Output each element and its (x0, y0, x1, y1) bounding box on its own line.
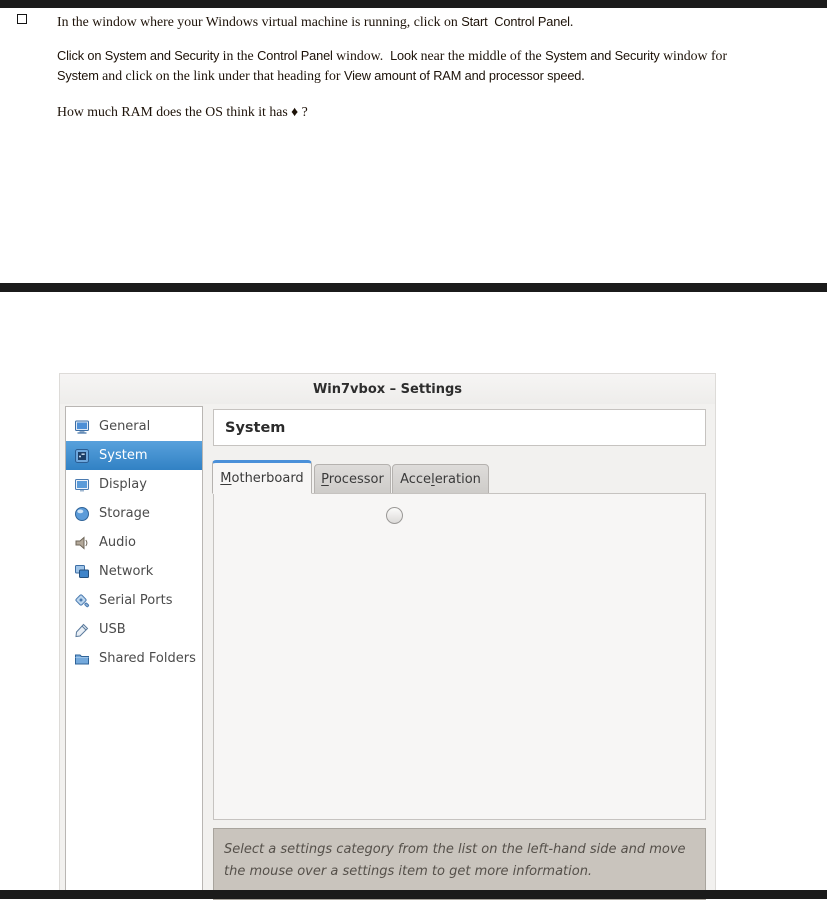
storage-icon (74, 506, 90, 522)
sidebar-item-label: Display (99, 477, 147, 492)
page-header (213, 409, 706, 446)
general-icon (74, 419, 90, 435)
doc-checkbox[interactable] (17, 14, 27, 24)
shared-folders-icon (74, 651, 90, 667)
settings-category-list (65, 406, 203, 899)
doc-text: window for (663, 48, 731, 63)
tab-label: Motherboard (220, 470, 304, 486)
doc-text-ui-name: System (57, 68, 103, 83)
tab-label: Acceleration (400, 471, 481, 487)
motherboard-tab-panel (213, 493, 706, 820)
bottom-black-bar (0, 890, 827, 899)
network-icon (74, 564, 90, 580)
doc-paragraph-1 (57, 11, 777, 31)
hint-line-1: Select a settings category from the list on the left-hand side and move (224, 842, 686, 857)
doc-paragraph-3 (57, 101, 557, 121)
doc-text: . (569, 14, 574, 29)
doc-text: . (581, 68, 585, 83)
tab-processor[interactable] (314, 464, 391, 494)
sidebar-item-system[interactable] (66, 441, 202, 470)
sidebar-item-label: Shared Folders (99, 651, 196, 666)
window-title: Win7vbox – Settings (312, 381, 463, 397)
tab-label: Processor (321, 471, 384, 487)
sidebar-item-serial-ports[interactable] (66, 586, 202, 615)
doc-text: window. (336, 48, 391, 63)
sidebar-item-usb[interactable] (66, 615, 202, 644)
usb-icon (74, 622, 90, 638)
doc-question: How much RAM does the OS think it has ♦ ? (57, 104, 308, 119)
doc-text: In the window where your Windows virtual machine is running, click on (57, 14, 462, 29)
sidebar-item-label: Storage (99, 506, 150, 521)
system-icon (74, 448, 90, 464)
hint-line-2: the mouse over a settings item to get more information. (224, 864, 593, 879)
section-divider-bar (0, 283, 827, 292)
top-black-bar (0, 0, 827, 8)
sidebar-item-label: Audio (99, 535, 136, 550)
doc-text: in the (222, 48, 258, 63)
sidebar-item-storage[interactable] (66, 499, 202, 528)
sidebar-item-label: Network (99, 564, 154, 579)
sidebar-item-audio[interactable] (66, 528, 202, 557)
doc-text-ui-name: View amount of RAM and processor speed (343, 68, 582, 83)
doc-text-ui-name: System and Security (545, 48, 664, 63)
doc-text-ui-name: Start Control Panel (461, 14, 570, 29)
sidebar-item-network[interactable] (66, 557, 202, 586)
doc-text: and click on the link under that heading for (102, 68, 344, 83)
page-title: System (225, 419, 286, 436)
sidebar-item-label: General (99, 419, 151, 434)
sidebar-item-label: System (99, 448, 148, 463)
doc-text-ui-name: Look (390, 48, 421, 63)
doc-text: near the middle of the (420, 48, 546, 63)
sidebar-item-shared-folders[interactable] (66, 644, 202, 673)
audio-icon (74, 535, 90, 551)
window-titlebar[interactable] (60, 374, 715, 404)
doc-text-ui-name: Control Panel (257, 48, 337, 63)
sidebar-item-label: Serial Ports (99, 593, 173, 608)
tab-acceleration[interactable] (392, 464, 489, 494)
serial-ports-icon (74, 593, 90, 609)
display-icon (74, 477, 90, 493)
doc-text-ui-name: Click on System and Security (57, 48, 223, 63)
doc-paragraph-2 (57, 45, 767, 85)
sidebar-item-label: USB (99, 622, 126, 637)
vbox-settings-window (59, 373, 716, 899)
sidebar-item-display[interactable] (66, 470, 202, 499)
sidebar-item-general[interactable] (66, 412, 202, 441)
base-memory-slider-handle[interactable] (386, 507, 403, 524)
tab-motherboard[interactable] (212, 460, 312, 494)
